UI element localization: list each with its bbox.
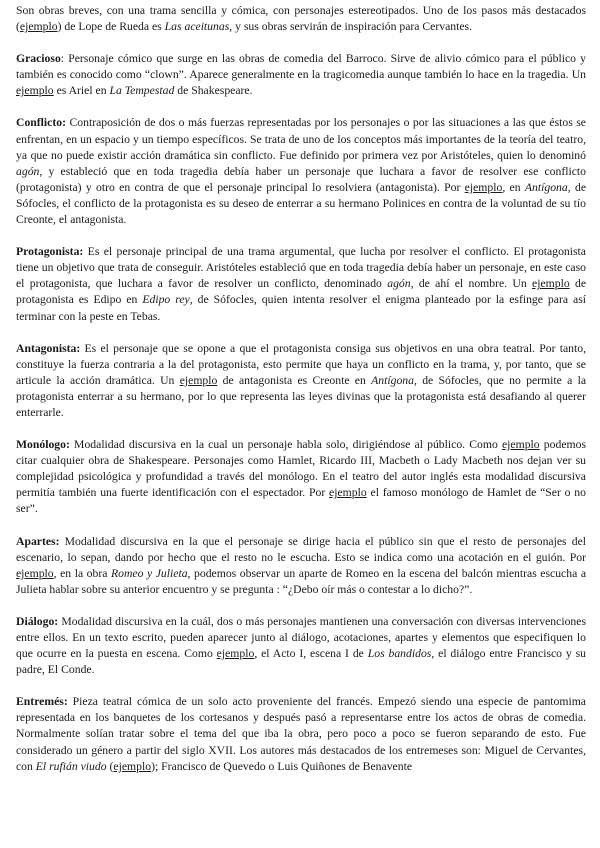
- work-title: Edipo rey: [142, 293, 190, 307]
- text: el famoso monólogo de Hamlet de “Ser o no ser”.: [16, 486, 586, 516]
- apartes-paragraph: [16, 534, 586, 598]
- work-title: La Tempestad: [109, 84, 175, 98]
- intro-paragraph: [16, 3, 586, 35]
- ejemplo-link[interactable]: ejemplo: [16, 566, 54, 580]
- work-title: El rufián viudo: [35, 759, 107, 773]
- gracioso-paragraph: [16, 51, 586, 99]
- term-heading: Monólogo:: [16, 438, 70, 452]
- text: , el Acto I, escena I de: [254, 647, 368, 661]
- text: , y estableció que en toda tragedia debía haber un personaje que luchara a favor de resolver ese conflicto (protagonista) y otro en contra de que el personaje principal lo resolviera (antagonista). Por: [16, 164, 586, 194]
- term-heading: Conflicto:: [16, 116, 66, 130]
- text: podemos citar cualquier obra de Shakespeare. Personajes como Hamlet, Ricardo III, Macbeth o Lady Macbeth nos dejan ver su complejidad psicológica y profundidad a través del monólogo. En el teatro del autor inglés esta modalidad discursiva permitía también una fuerte identificación con el espectador. Por: [16, 438, 586, 500]
- text: Es el personaje que se opone a que el protagonista consiga sus objetivos en una obra teatral. Por tanto, constituye la fuerza contraria a la del protagonista, esto permite que haya un conflicto en la trama, y, por tanto, que se articule la acción dramática. Un: [16, 341, 586, 387]
- text: Modalidad discursiva en la que el personaje se dirige hacia el público sin que el resto de personajes del escenario, lo sepan, dando por hecho que el resto no le escucha. Esto se indica como una acotación en el guión. Por: [16, 534, 586, 564]
- text: de antagonista es Creonte en: [217, 373, 372, 387]
- text: Contraposición de dos o más fuerzas representadas por los personajes o por las situaciones a las que éstos se enfrentan, en un espacio y un tiempo específicos. Se trata de uno de los conceptos más importantes de la teoría del teatro, ya que no puede existir acción dramática sin conflicto. Fue definido por primera vez por Aristóteles, quien lo denominó: [16, 116, 586, 162]
- text: es Ariel en: [53, 84, 110, 98]
- ejemplo-link[interactable]: ejemplo: [113, 759, 152, 773]
- antagonista-paragraph: [16, 341, 586, 421]
- text: (: [106, 759, 114, 773]
- text: , en: [502, 180, 525, 194]
- italic-term: agón: [387, 277, 411, 291]
- work-title: Las aceitunas: [164, 20, 230, 34]
- ejemplo-link[interactable]: ejemplo: [216, 647, 255, 661]
- work-title: Antígona: [371, 373, 414, 387]
- ejemplo-link[interactable]: ejemplo: [19, 20, 58, 34]
- text: , podemos observar un aparte de Romeo en la escena del balcón mientras escucha a Julieta hablar sobre su anterior encuentro y se pregunta : “¿Debo oír más o contestar a lo dicho?”.: [16, 566, 587, 596]
- ejemplo-link[interactable]: ejemplo: [532, 277, 570, 291]
- text: Modalidad discursiva en la cual un personaje habla solo, dirigiéndose al público. Como: [69, 438, 502, 452]
- italic-term: agón: [16, 164, 40, 178]
- text: , de ahí el nombre. Un: [410, 277, 533, 291]
- text: ); Francisco de Quevedo o Luis Quiñones de Benavente: [151, 759, 413, 773]
- term-heading: Diálogo:: [16, 614, 59, 628]
- term-heading: Entremés:: [16, 695, 68, 709]
- text: : Personaje cómico que surge en las obras de comedia del Barroco. Sirve de alivio cómico para el público y también es conocido como “clown”. Aparece generalmente en la tragicomedia aunque también lo hace en la tragedia. Un: [16, 52, 586, 82]
- dialogo-paragraph: [16, 614, 586, 678]
- term-heading: Protagonista:: [16, 245, 84, 259]
- text: , en la obra: [53, 566, 111, 580]
- work-title: Los bandidos: [367, 647, 432, 661]
- text: , de Sófocles, que no permite a la protagonista enterrar a su hermano, por lo que representa las leyes divinas que la protagonista está desafiando al querer enterrarle.: [16, 373, 587, 419]
- text: de protagonista es Edipo en: [16, 277, 587, 307]
- text: de Shakespeare.: [174, 84, 253, 98]
- term-heading: Gracioso: [16, 52, 61, 66]
- text: Modalidad discursiva en la cuál, dos o más personajes mantienen una conversación con diversas intervenciones entre ellos. En un texto escrito, pueden aparecer junto al diálogo, acotaciones, apartes y elementos que especifiquen lo que ocurre en la puesta en escena. Como: [16, 614, 586, 661]
- conflicto-paragraph: [16, 115, 586, 228]
- text: , y sus obras servirán de inspiración para Cervantes.: [229, 20, 473, 34]
- text: , de Sófocles, el conflicto de la protagonista es su deseo de enterrar a su hermano Polinices en contra de la voluntad de su tío Creonte, el antagonista.: [16, 180, 587, 227]
- work-title: Romeo y Julieta: [111, 566, 188, 580]
- term-heading: Apartes:: [16, 534, 60, 548]
- entremes-paragraph: [16, 694, 586, 774]
- ejemplo-link[interactable]: ejemplo: [464, 180, 503, 194]
- work-title: Antígona: [524, 180, 568, 194]
- text: , de Sófocles, quien intenta resolver el enigma planteado por la esfinge para así terminar con la peste en Tebas.: [16, 293, 586, 323]
- term-heading: Antagonista:: [16, 341, 81, 355]
- ejemplo-link[interactable]: ejemplo: [179, 373, 218, 387]
- ejemplo-link[interactable]: ejemplo: [501, 438, 540, 452]
- protagonista-paragraph: [16, 244, 586, 324]
- ejemplo-link[interactable]: ejemplo: [329, 486, 367, 500]
- text: ) de Lope de Rueda es: [57, 20, 165, 34]
- text: Son obras breves, con una trama sencilla y cómica, con personajes estereotipados. Uno de los pasos más destacados (: [16, 4, 586, 34]
- monologo-paragraph: [16, 437, 586, 517]
- ejemplo-link[interactable]: ejemplo: [16, 84, 54, 98]
- text: , el diálogo entre Francisco y su padre, El Conde.: [16, 647, 586, 677]
- text: Pieza teatral cómica de un solo acto proveniente del francés. Empezó siendo una especie de pantomima representada en los banquetes de los cortesanos y después pasó a representarse entre los actos de obras de comedia. Normalmente solían tratar sobre el tema del que iba la obra, pero poco a poco se fueron separando de esto. Fue considerado un género a partir del siglo XVII. Los autores más destacados de los entremeses son: Miguel de Cervantes, con: [16, 695, 586, 773]
- text: Es el personaje principal de una trama argumental, que lucha por resolver el conflicto. El protagonista tiene un objetivo que trata de conseguir. Aristóteles estableció que en toda tragedia debía haber un personaje, en este caso el protagonista, que luchara a favor de resolver un conflicto, denominado: [16, 245, 586, 291]
